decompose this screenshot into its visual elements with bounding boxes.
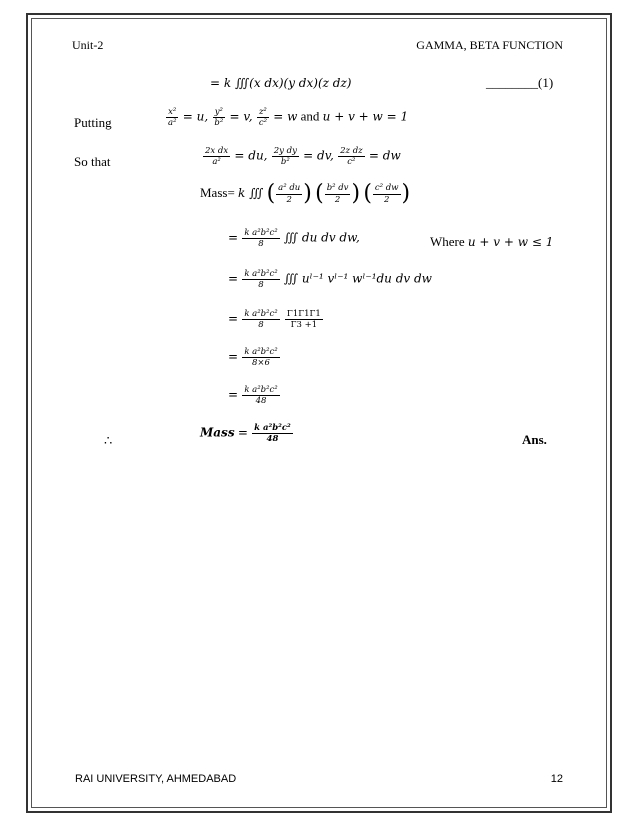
fraction: $\frac{\text{x²}}{\text{a²}}$ [168,107,177,129]
equation-tag [486,75,553,91]
fraction: $\frac{\text{k a²b²c²}}{48}$ [254,423,291,445]
mass-integral-line: Mass= k ∭ ( $\frac{\text{a² du}}{2}$ ) ( $\frac{\text{b² dv}}{2}$ ) ( $\frac{\text{c² dw}}{2}$ ) [200,181,411,206]
and-word: and [300,108,320,124]
header-unit: Unit-2 [72,38,104,52]
fraction: $\frac{\text{k a²b²c²}}{8}$ [244,309,278,331]
step-line-8: = $\frac{\text{k a²b²c²}}{8\times 6}$ [228,347,278,369]
gamma-fraction: $\frac{\Gamma 1\Gamma 1\Gamma 1}{\Gamma 3 +1}$ [286,309,321,331]
page-border-inner [31,18,607,808]
page-number: 12 [550,773,563,785]
step-line-6: = $\frac{\text{k a²b²c²}}{8}$ ∭ uˡ⁻¹ vˡ⁻¹ wˡ⁻¹du dv dw [228,269,432,291]
therefore-symbol: ∴ [104,433,113,448]
step-line-7: = $\frac{\text{k a²b²c²}}{8}$ $\frac{\Gamma 1\Gamma 1\Gamma 1}{\Gamma 3 +1}$ [228,309,321,331]
equation-line-1 [210,75,351,91]
footer-university: RAI UNIVERSITY, AHMEDABAD [75,773,237,785]
fraction: $\frac{\text{2z dz}}{\text{c²}}$ [340,146,363,168]
answer-label: Ans. [522,432,547,447]
putting-label-row [74,115,112,131]
step-line-5: = $\frac{\text{k a²b²c²}}{8}$ ∭ du dv dw, [228,228,360,250]
where-condition: Where u + v + w ≤ 1 [430,234,554,249]
therefore-symbol-row [104,433,112,449]
differential-line: $\frac{\text{2x dx}}{\text{a²}}$ = du, $\frac{\text{2y dy}}{\text{b²}}$ = dv, $\frac{\text{2z dz}}{\text{c²}}$ = dw [205,146,401,168]
fraction: $\frac{\text{y²}}{\text{b²}}$ [214,107,224,129]
fraction: $\frac{\text{2y dy}}{\text{b²}}$ [273,146,297,168]
line1-expression: = k ∭(x dx)(y dx)(z dz) [210,76,352,90]
fraction: $\frac{\text{k a²b²c²}}{8}$ [244,269,278,291]
answer-label-row [522,432,547,448]
equation-number: ________(1) [486,75,554,90]
substitution-line: $\frac{\text{x²}}{\text{a²}}$ = u, $\frac{\text{y²}}{\text{b²}}$ = v, $\frac{\text{z²}}{\text{c²}}$ = w and u + v + w = 1 [168,107,409,129]
step-line-9: = $\frac{\text{k a²b²c²}}{48}$ [228,385,278,407]
mass-label: Mass= [200,184,235,200]
putting-label: Putting [74,115,112,130]
fraction: $\frac{\text{k a²b²c²}}{48}$ [244,385,278,407]
fraction: $\frac{\text{z²}}{\text{c²}}$ [258,107,267,129]
so-that-label-row [74,154,110,170]
final-result-line: Mass = $\frac{\text{k a²b²c²}}{48}$ [200,423,291,445]
fraction: $\frac{\text{c² dw}}{2}$ [374,183,399,205]
fraction: $\frac{\text{b² dv}}{2}$ [326,183,349,205]
header-title: GAMMA, BETA FUNCTION [416,38,563,52]
fraction: $\frac{\text{a² du}}{2}$ [278,183,301,205]
fraction: $\frac{\text{k a²b²c²}}{8}$ [244,228,278,250]
sum-condition: u + v + w = 1 [322,109,409,124]
so-that-label: So that [74,154,111,169]
fraction: $\frac{\text{2x dx}}{\text{a²}}$ [205,146,229,168]
mass-final-label: Mass [200,425,235,440]
fraction: $\frac{\text{k a²b²c²}}{8\times 6}$ [244,347,278,369]
